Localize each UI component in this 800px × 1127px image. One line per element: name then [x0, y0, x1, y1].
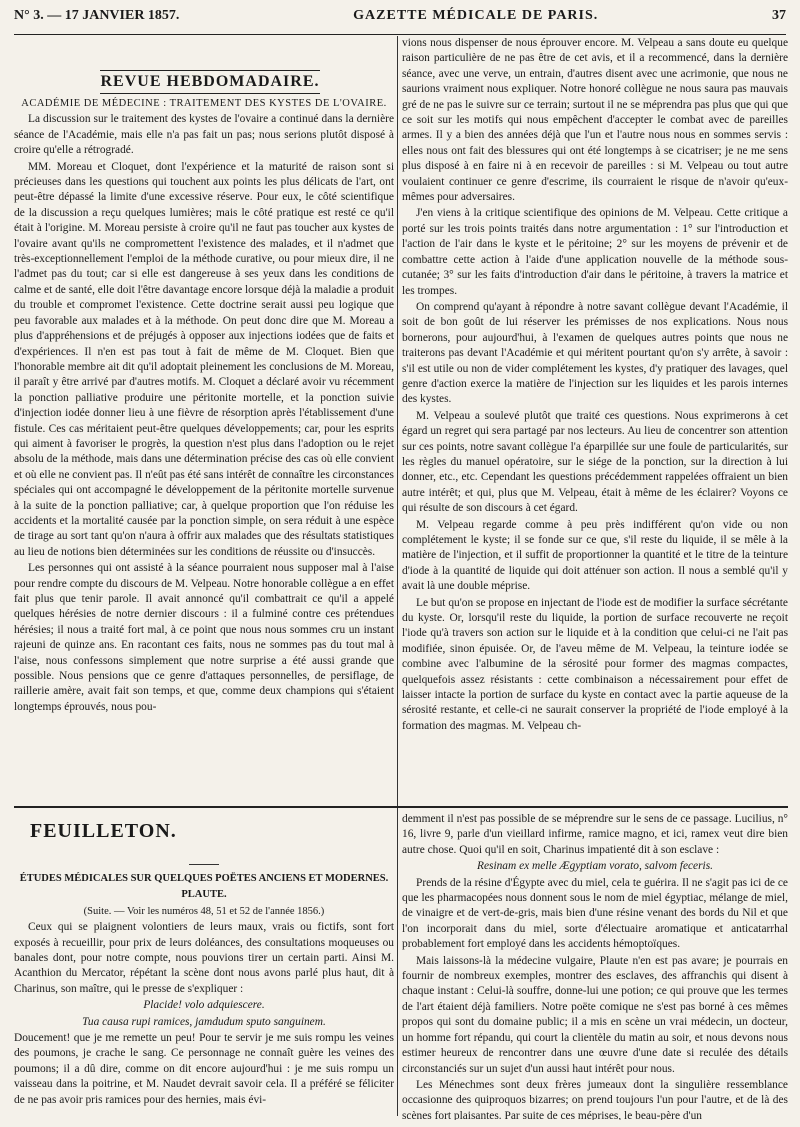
feuilleton-paragraph: Ceux qui se plaignent volontiers de leurs maux, vrais ou fictifs, sont fort exposés à recueillir, pour prix de leurs doléances, des consultations moqueuses ou banales dont, pour notre compte, nous pouvions tirer un certain parti. Ainsi M. Acanthion du Mercator, répétant la scène dont nous avons parlé plus haut, dit à Charinus, son maître, qui le presse de s'expliquer : — [14, 921, 394, 995]
revue-paragraph: Le but qu'on se propose en injectant de l'iode est de modifier la surface sécrétante du kyste. Or, lorsqu'il reste du liquide, la portion de surface recouverte ne reçoit l'iode qu'à travers son action sur le liquide et à la condition que celui-ci ne l'ait pas modifiée, sinon épuisée. Or, de l'aveu même de M. Velpeau, la teinture iodée se combine avec l'albumine de la sérosité pour former des magmas compactes, quelquefois assez résistants : cette combinaison a nécessairement pour effet de laisser intacte la portion de surface du kyste en contact avec la partie aqueuse de la sérosité restante, et celle-ci ne saurait conserver la propriété de l'iode employé à la formation des magmas. M. Velpeau ch- — [402, 596, 788, 732]
feuilleton-paragraph: demment il n'est pas possible de se méprendre sur le sens de ce passage. Lucilius, n° 16, livre 9, parle d'un vieillard infirme, ramice magno, et ici, ramex veut dire bien autre chose. Quoi qu'il en soit, Charinus impatienté dit à son esclave : — [402, 813, 788, 856]
feuilleton-divider — [14, 806, 788, 808]
revue-paragraph: On comprend qu'ayant à répondre à notre savant collègue devant l'Académie, il soit de bon goût de lui réserver les prémisses de nos explications. Nous nous bornerons, pour aujourd'hui, à l'examen de quelques autres points que nous ne traiterons pas devant l'Académie et qui méritent pourtant qu'on s'y arrête, à savoir : s'il est utile ou non de vider complétement les kystes, d'y pratiquer des lavages, quel genre d'action exerce la matière de l'injection sur les liquides et les parois internes des kystes. — [402, 300, 788, 406]
latin-quote: Resinam ex melle Ægyptiam vorato, salvom feceris. — [477, 860, 713, 873]
revue-paragraph: J'en viens à la critique scientifique des opinions de M. Velpeau. Cette critique a porté sur les trois points traités dans notre argumentation : 1° sur l'introduction et l'action de l'air dans le kyste et le péritoine; 2° sur les moyens de prévenir et de combattre cette action à l'aide d'une application nouvelle de la méthode sous-cutanée; 3° sur les faits d'introduction d'air dans le péritoine, à travers la matrice et les trompes. — [402, 207, 788, 297]
feuilleton-author: PLAUTE. — [181, 889, 227, 901]
feuilleton-subtitle: ÉTUDES MÉDICALES SUR QUELQUES POËTES ANCIENS ET MODERNES. — [19, 873, 389, 884]
feuilleton-paragraph: Prends de la résine d'Égypte avec du miel, cela te guérira. Il ne s'agit pas ici de ce que les pharmacopées nous donnent sous le nom de miel égyptiac, mélange de miel, de vinaigre et de vert-de-gris, mais bien d'une résine venant des bords du Nil et que l'on incorporait dans du miel, sorte d'électuaire aromatique et anticatarrhal probablement fort employé dans les accidents hémoptoïques. — [402, 876, 788, 951]
feuilleton-suite: (Suite. — Voir les numéros 48, 51 et 52 de l'année 1856.) — [83, 905, 325, 917]
issue-date: N° 3. — 17 JANVIER 1857. — [14, 8, 180, 23]
revue-paragraph: Les personnes qui ont assisté à la séance pourraient nous supposer mal à l'aise pour rendre compte du discours de M. Velpeau. Notre honorable collègue a en effet fait plus que tenir parole. Il avait annoncé qu'il combattrait ce qu'il a appelé quelques hérésies de notre dernier discours : il a fulminé contre ces prétendues hérésies; il nous a traité fort mal, à ce point que nous nous sommes cru un instant rajeuni de quinze ans. En racontant ces faits, nous ne sommes pas du tout mal à l'aise, nous confessons simplement que notre surprise a été aussi grande que possible. Nous pensions que ce genre d'attaques personnelles, de persiflage, de raillerie amère, avait fait son temps, et que, comme deux champions qui s'étaient longtemps éprouvés, nous pou- — [14, 562, 394, 713]
column-divider — [397, 36, 398, 1116]
revue-right-column — [402, 36, 788, 806]
feuilleton-paragraph: Doucement! que je me remette un peu! Pour te servir je me suis rompu les veines des poumons, je crache le sang. Ce personnage ne connaît guère les veines des poumons; il a dû dire, comme on dit encore aujourd'hui : je me suis rompu un vaisseau dans la poitrine, et M. Naudet devrait savoir cela. Il a préféré se féliciter de ne pas avoir pris ramices pour des hernies, mais évi- — [14, 1032, 394, 1106]
feuilleton-paragraph: Les Ménechmes sont deux frères jumeaux dont la singulière ressemblance occasionne des quiproquos bizarres; on prend toujours l'un pour l'autre, et de là des scènes fort plaisantes. Par suite de ces méprises, le beau-père d'un — [402, 1078, 788, 1120]
revue-paragraph: La discussion sur le traitement des kystes de l'ovaire a continué dans la dernière séance de l'Académie, mais elle n'a pas fait un pas; nous serions plutôt disposé à croire qu'elle a rétrogradé. — [14, 113, 394, 157]
revue-paragraph: vions nous dispenser de nous éprouver encore. M. Velpeau a sans doute eu quelque raison particulière de ne pas être de cet avis, et il a recommencé, dans la dernière séance, avec une verve, un entrain, d'autres disent avec une acrimonie, que nous ne saurions vraiment nous expliquer. Notre honoré collègue ne nous saura pas mauvais gré de ne pas le suivre sur ce terrain; surtout il ne se méprendra pas plus que qui que ce soit sur les motifs qui nous empêchent d'accepter le combat avec de pareilles armes. Il y a bien des années déjà que l'un et l'autre nous nous en sommes servis : elles nous ont fait des blessures qui ont été longtemps à se cicatriser; je ne me sens plus disposé à en faire ni à en recevoir de pareilles : si M. Velpeau ou tout autre voulaient continuer ce genre d'escrime, ils courraient le risque de n'avoir qu'eux-mêmes pour adversaires. — [402, 37, 788, 204]
ornament-rule — [189, 864, 219, 865]
revue-paragraph: MM. Moreau et Cloquet, dont l'expérience et la maturité de raison sont si précieuses dans les questions qui touchent aux points les plus délicats de l'art, ont peut-être dépassé la limite d'une excessive réserve. Pour eux, le côté scientifique de la discussion a reçu quelques lumières; mais le côté pratique est resté ce qu'il était à l'origine. M. Moreau persiste à croire qu'il ne faut pas toucher aux kystes de l'ovaire avant qu'ils ne compromettent l'existence des malades, et il n'admet que très-exceptionnellement l'emploi de la méthode curative, ou pour mieux dire, il ne l'admet pas du tout; car si elle est dangereuse à ses yeux dans les conditions de calme et de santé, elle doit l'être davantage encore lorsque déjà la maladie a produit du trouble et compromet l'existence. Cette doctrine serait aussi peu logique que peu favorable aux malades et à la méthode. On peut donc dire que M. Moreau a plus d'appréhensions et de préjugés à opposer aux injections iodées que de faits et d'expériences. Il n'en est pas tout à fait de même de M. Cloquet. Bien que l'honorable membre ait dit qu'il adoptait pleinement les conclusions de M. Moreau, il paraît y être arrivé par d'autres motifs. M. Cloquet a déclaré avoir vu récemment la ponction palliative produire une péritonite mortelle, et la ponction suivie d'injection iodée donner lieu à une fièvre de résorption après l'établissement d'une fistule. Ces cas méritaient peut-être quelques développements; car, pour les esprits qui aiment à favoriser le progrès, la question n'est plus dans l'adoption ou le rejet absolu de la méthode, mais dans une détermination précise des cas où elle convient et où elle ne convient pas. Il n'eût pas été sans intérêt de connaître les circonstances spéciales qui ont accompagné le développement de la péritonite mortelle survenue à la suite de la ponction palliative; car, à quelque proportion que l'on réduise les accidents et la mortalité causée par la ponction simple, on sera réduit à une espèce de tirage au sort tant qu'on n'aura à offrir aux malades que des résultats statistiques au lieu de notions bien déterminées sur les conditions de réussite ou d'insuccès. — [14, 160, 394, 558]
latin-quote: Tua causa rupi ramices, jamdudum sputo sanguinem. — [82, 1015, 326, 1028]
revue-title: REVUE HEBDOMADAIRE. — [100, 70, 320, 94]
revue-subtitle: ACADÉMIE DE MÉDECINE : TRAITEMENT DES KYSTES DE L'OVAIRE. — [21, 98, 387, 109]
feuilleton-paragraph: Mais laissons-là la médecine vulgaire, Plaute n'en est pas avare; je pourrais en fournir de nombreux exemples, montrer des esclaves, des affranchis qui disent à chaque instant : Celui-là souffre, donne-lui une potion; ce qui prouve que les termes de l'art étaient déjà familiers. Notre poëte comique ne s'est pas borné à ces mêmes propos qui sont du domaine public; il a mis en scène un vrai médecin, un docteur, un homme fort répandu, qui court la clientèle du matin au soir, et nous devons nous estimer heureux de rencontrer dans une œuvre d'une date si reculée des détails circonstanciés sur un sujet d'un aussi haut intérêt pour nous. — [402, 954, 788, 1075]
newspaper-title: GAZETTE MÉDICALE DE PARIS. — [353, 8, 599, 23]
feuilleton-left-column — [14, 862, 394, 1120]
revue-paragraph: M. Velpeau regarde comme à peu près indifférent qu'on vide ou non complétement le kyste; il se fonde sur ce que, s'il reste du liquide, il se mêle à la matière de l'injection, et il suffit de proportionner la quantité et le titre de la teinture d'iode à la quantité de liquide qui doit atténuer son action. Il nous a semblé qu'il y avait là une double méprise. — [402, 518, 788, 593]
latin-quote: Placide! volo adquiescere. — [143, 999, 265, 1012]
page-header — [14, 8, 786, 35]
feuilleton-right-column — [402, 812, 788, 1120]
feuilleton-title: FEUILLETON. — [30, 820, 177, 842]
page-number: 37 — [772, 8, 786, 23]
revue-paragraph: M. Velpeau a soulevé plutôt que traité ces questions. Nous exprimerons à cet égard un regret qui sera partagé par nos lecteurs. Au lieu de concentrer son attention sur ces points, notre savant collègue l'a éparpillée sur une foule de particularités, sur les règles du manuel opératoire, sur le siége de la ponction, sur la direction à lui donner, etc., etc. Cependant les questions précédemment rappelées offraient un bien autre intérêt; et qui, plus que M. Velpeau, était à même de les éclairer? Voyons ce qui résulte de son discours à cet égard. — [402, 409, 788, 515]
revue-left-column — [14, 56, 394, 796]
